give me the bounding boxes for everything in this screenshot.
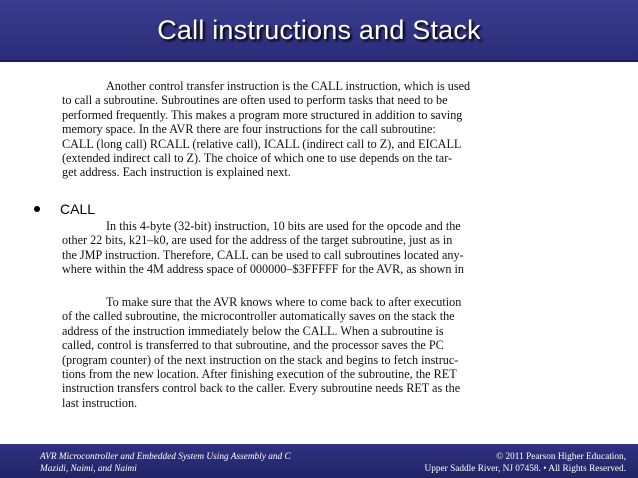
slide-title: Call instructions and Stack [157,14,481,45]
text-line: other 22 bits, k21–k0, are used for the address of the target subroutine, just as in [62,233,453,248]
text-line: to call a subroutine. Subroutines are often used to perform tasks that need to be [62,93,448,108]
footer-book-title: AVR Microcontroller and Embedded System Using Assembly and C [40,452,291,462]
text-line: where within the 4M address space of 000000–$3FFFFF for the AVR, as shown in [62,262,464,277]
text-line: called, control is transferred to that subroutine, and the processor saves the PC [62,338,444,353]
text-line: tions from the new location. After finishing execution of the subroutine, the RET [62,367,457,382]
text-line: (program counter) of the next instruction on the stack and begins to fetch instruc- [62,352,459,367]
footer-copyright-line2: Upper Saddle River, NJ 07458. • All Rights Reserved. [424,464,626,474]
footer-copyright [425,451,626,475]
text-line: Another control transfer instruction is the CALL instruction, which is used [106,79,471,93]
footer-book-info [40,451,291,475]
text-line: memory space. In the AVR there are four instructions for the call subroutine: [62,122,436,137]
text-line: performed frequently. This makes a program more structured in addition to saving [62,107,463,122]
text-line: To make sure that the AVR knows where to come back to after execution [106,295,462,309]
scanned-paragraph-call-intro [62,79,542,180]
text-line: the JMP instruction. Therefore, CALL can be used to call subroutines located any- [62,247,464,262]
text-line: get address. Each instruction is explained next. [62,165,291,180]
scanned-paragraph-call-format [62,219,542,277]
title-bar [0,0,638,62]
bullet-text: CALL [60,201,96,217]
text-line: (extended indirect call to Z). The choice of which one to use depends on the tar- [62,151,453,166]
footer-copyright-line1: © 2011 Pearson Higher Education, [496,452,626,462]
scanned-paragraph-stack-return [62,295,542,410]
text-line: In this 4-byte (32-bit) instruction, 10 bits are used for the opcode and the [106,219,461,233]
footer-bar [0,444,638,478]
text-line: CALL (long call) RCALL (relative call), ICALL (indirect call to Z), and EICALL [62,136,462,151]
text-line: last instruction. [62,395,138,410]
bullet-dot-icon [34,206,40,212]
text-line: of the called subroutine, the microcontroller automatically saves on the stack the [62,309,455,324]
bullet-item [34,201,95,217]
footer-authors: Mazidi, Naimi, and Naimi [40,464,137,474]
text-line: instruction transfers control back to the caller. Every subroutine needs RET as the [62,381,461,396]
text-line: address of the instruction immediately below the CALL. When a subroutine is [62,323,444,338]
